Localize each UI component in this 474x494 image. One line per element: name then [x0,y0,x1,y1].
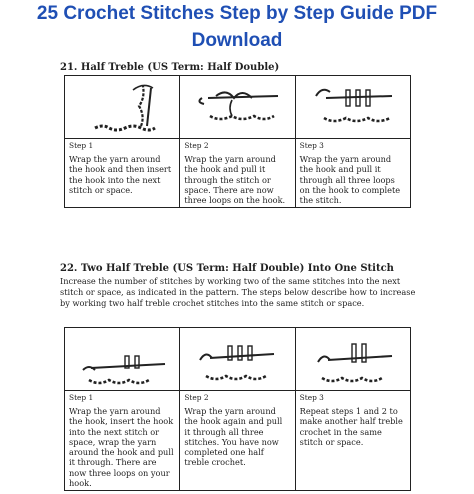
step-text: Wrap the yarn around the hook again and pull it through all three stitches. You have now completed one half treble crochet. [184,406,283,468]
crochet-illustration-icon [296,76,411,138]
section-22-heading: 22. Two Half Treble (US Term: Half Double) Into One Stitch [60,263,394,274]
step-label: Step 3 [299,393,324,402]
step-label: Step 1 [69,393,94,402]
crochet-illustration-icon [180,76,295,138]
step-text: Repeat steps 1 and 2 to make another half treble crochet in the same stitch or space. [299,406,403,447]
page-title [0,0,474,54]
crochet-illustration-icon [65,328,180,390]
page-title-line-1: 25 Crochet Stitches Step by Step Guide PDF [36,3,438,24]
crochet-illustration-icon [65,76,180,138]
section-22-illustration-cell-2 [180,328,295,391]
section-21-step-3 [295,139,410,208]
step-text: Wrap the yarn around the hook and pull it through all three loops on the hook to complete the stitch. [299,154,401,206]
section-22-illustration-cell-1 [65,328,180,391]
step-text: Wrap the yarn around the hook and pull it through the stitch or space. There are now three loops on the hook. [184,154,286,206]
section-22-step-1 [65,391,180,491]
crochet-illustration-icon [296,328,411,390]
section-22-step-3 [295,391,410,491]
section-22-step-2 [180,391,295,491]
step-text: Wrap the yarn around the hook, insert the hook into the next stitch or space, wrap the yarn around the hook and pull it through. There are now three loops on your hook. [69,406,174,489]
page-title-line-2: Download [191,30,283,51]
section-21-step-2 [180,139,295,208]
step-label: Step 1 [69,141,94,150]
step-text: Wrap the yarn around the hook and then insert the hook into the next stitch or space. [69,154,172,195]
section-21-illustration-cell-3 [295,76,410,139]
step-label: Step 3 [299,141,324,150]
crochet-illustration-icon [180,328,295,390]
section-22-illustration-cell-3 [295,328,410,391]
section-21-table [64,75,411,208]
section-21-illustration-cell-1 [65,76,180,139]
section-22-intro: Increase the number of stitches by working two of the same stitches into the next stitch or space, as indicated in the pattern. The steps below describe how to increase by working two half treble crochet stitches into the same stitch or space. [60,276,416,308]
step-label: Step 2 [184,393,209,402]
section-22-table [64,327,411,491]
step-label: Step 2 [184,141,209,150]
section-21-step-1 [65,139,180,208]
section-21-heading: 21. Half Treble (US Term: Half Double) [60,62,280,73]
section-21-illustration-cell-2 [180,76,295,139]
